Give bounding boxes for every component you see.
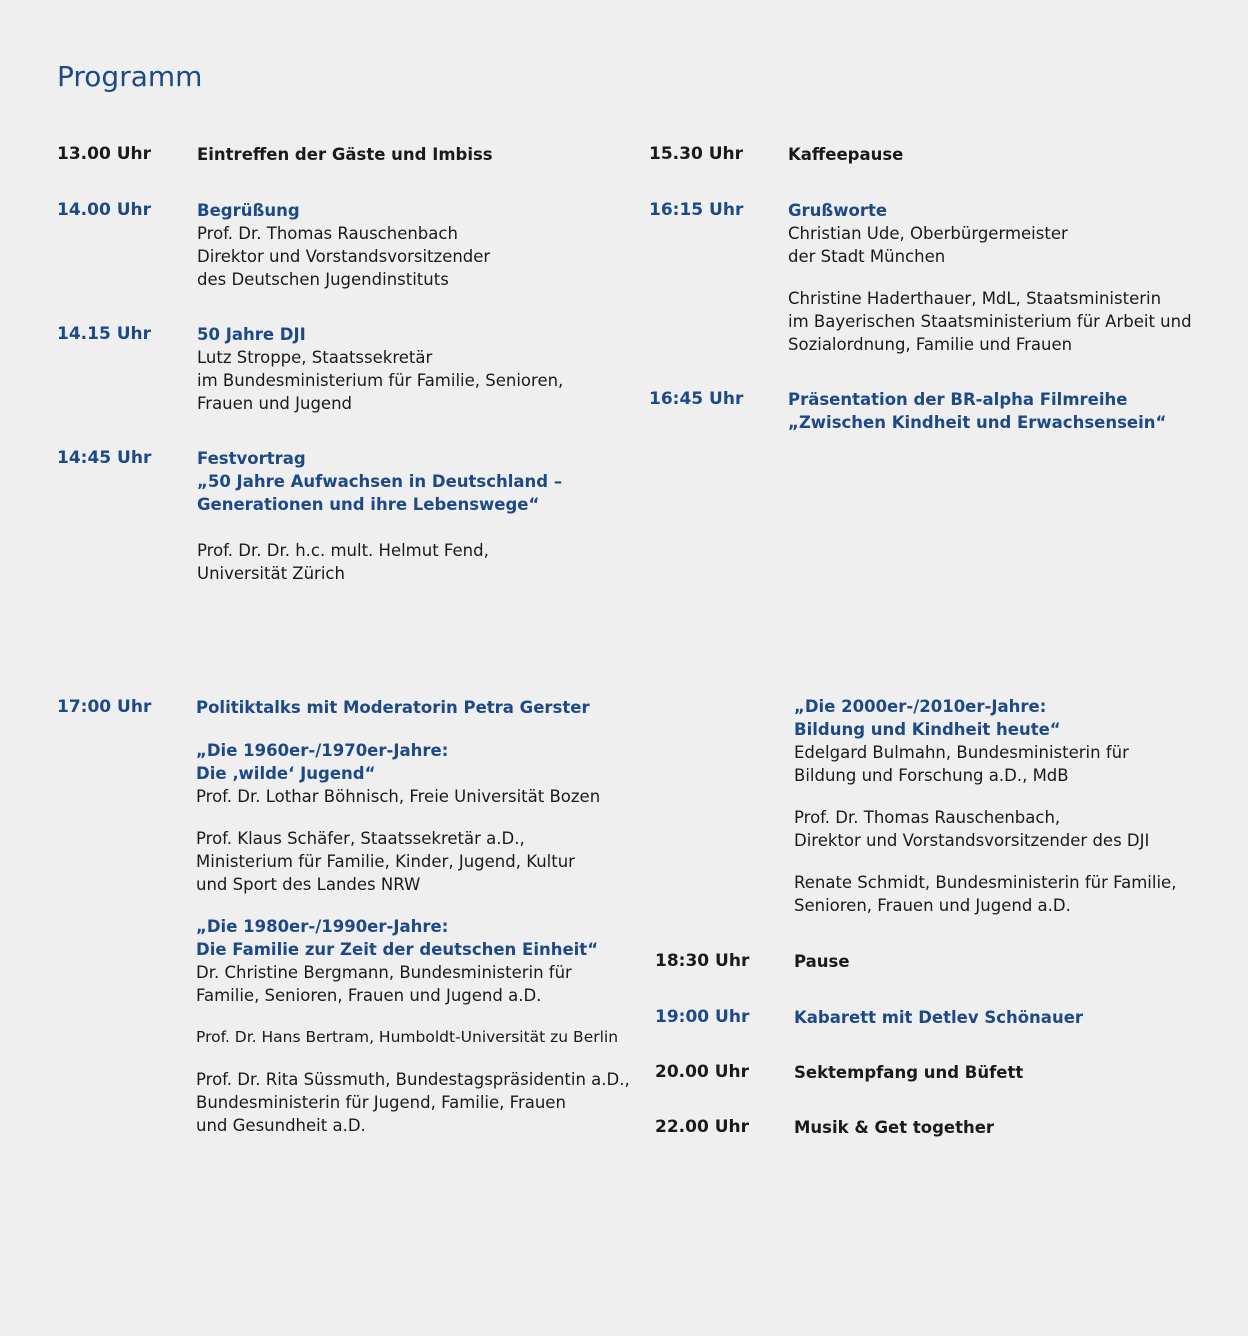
program-entry (649, 199, 1192, 356)
program-entry (57, 143, 493, 166)
entry-line: Christian Ude, Oberbürgermeister (788, 224, 1068, 243)
talk-guest: Familie, Senioren, Frauen und Jugend a.D. (196, 986, 542, 1005)
entry-time: 14:45 Uhr (57, 448, 152, 468)
entry-heading: „Zwischen Kindheit und Erwachsensein“ (788, 413, 1167, 432)
program-entry (57, 323, 563, 415)
entry-line: im Bayerischen Staatsministerium für Arbeit und (788, 312, 1192, 331)
entry-time: 19:00 Uhr (655, 1007, 750, 1027)
entry-heading: Begrüßung (197, 201, 300, 220)
entry-line: der Stadt München (788, 247, 946, 266)
entry-heading: Politiktalks mit Moderatorin Petra Gerster (196, 698, 590, 717)
program-entry (57, 447, 562, 585)
talk-guest: Edelgard Bulmahn, Bundesministerin für (794, 743, 1129, 762)
talk-guest: und Sport des Landes NRW (196, 875, 421, 894)
talk-guest: Senioren, Frauen und Jugend a.D. (794, 896, 1071, 915)
entry-line: Sozialordnung, Familie und Frauen (788, 335, 1073, 354)
entry-heading: „50 Jahre Aufwachsen in Deutschland – (197, 472, 563, 491)
entry-time: 22.00 Uhr (655, 1117, 749, 1137)
entry-time: 16:15 Uhr (649, 200, 744, 220)
entry-heading: Musik & Get together (794, 1118, 995, 1137)
talk-guest: Renate Schmidt, Bundesministerin für Familie, (794, 873, 1177, 892)
entry-time: 13.00 Uhr (57, 144, 151, 164)
politiktalks-right (794, 695, 1224, 917)
talk-guest: Bildung und Forschung a.D., MdB (794, 766, 1069, 785)
entry-time: 18:30 Uhr (655, 951, 750, 971)
program-entry (655, 950, 850, 973)
entry-heading: Präsentation der BR-alpha Filmreihe (788, 390, 1128, 409)
talk-guest: Dr. Christine Bergmann, Bundesministerin für (196, 963, 572, 982)
entry-heading: 50 Jahre DJI (197, 325, 306, 344)
politiktalks-section (57, 696, 630, 1137)
program-entry (649, 143, 903, 166)
entry-heading: Pause (794, 952, 850, 971)
entry-line: im Bundesministerium für Familie, Senioren, (197, 371, 564, 390)
entry-line: Universität Zürich (197, 564, 345, 583)
talk-heading: Bildung und Kindheit heute“ (794, 720, 1061, 739)
talk-heading: „Die 1980er-/1990er-Jahre: (196, 917, 449, 936)
talk-heading: „Die 2000er-/2010er-Jahre: (794, 697, 1047, 716)
talk-heading: Die Familie zur Zeit der deutschen Einheit“ (196, 940, 599, 959)
entry-line: Prof. Dr. Thomas Rauschenbach (197, 224, 458, 243)
program-entry (57, 199, 490, 291)
entry-time: 16:45 Uhr (649, 389, 744, 409)
talk-guest: Prof. Dr. Thomas Rauschenbach, (794, 808, 1061, 827)
entry-heading: Kaffeepause (788, 145, 904, 164)
talk-heading: „Die 1960er-/1970er-Jahre: (196, 741, 449, 760)
entry-heading: Sektempfang und Büfett (794, 1063, 1024, 1082)
entry-time: 14.00 Uhr (57, 200, 151, 220)
entry-line: Lutz Stroppe, Staatssekretär (197, 348, 433, 367)
entry-line: Frauen und Jugend (197, 394, 353, 413)
talk-guest: Prof. Dr. Hans Bertram, Humboldt-Universität zu Berlin (196, 1028, 619, 1046)
talk-heading: Die ‚wilde‘ Jugend“ (196, 764, 376, 783)
talk-guest: Bundesministerin für Jugend, Familie, Frauen (196, 1093, 566, 1112)
entry-line: des Deutschen Jugendinstituts (197, 270, 449, 289)
entry-heading: Festvortrag (197, 449, 306, 468)
page-title: Programm (57, 60, 203, 93)
talk-guest: Direktor und Vorstandsvorsitzender des DJI (794, 831, 1150, 850)
entry-heading: Grußworte (788, 201, 888, 220)
entry-heading: Generationen und ihre Lebenswege“ (197, 495, 540, 514)
entry-time: 14.15 Uhr (57, 324, 151, 344)
program-entry (655, 1006, 1083, 1029)
entry-line: Direktor und Vorstandsvorsitzender (197, 247, 491, 266)
talk-guest: und Gesundheit a.D. (196, 1116, 366, 1135)
talk-guest: Ministerium für Familie, Kinder, Jugend, Kultur (196, 852, 575, 871)
entry-time: 17:00 Uhr (57, 697, 152, 717)
entry-time: 20.00 Uhr (655, 1062, 749, 1082)
entry-time: 15.30 Uhr (649, 144, 743, 164)
program-entry (655, 1116, 994, 1139)
talk-guest: Prof. Dr. Rita Süssmuth, Bundestagspräsidentin a.D., (196, 1070, 630, 1089)
program-entry (649, 388, 1166, 434)
entry-heading: Kabarett mit Detlev Schönauer (794, 1008, 1084, 1027)
talk-guest: Prof. Dr. Lothar Böhnisch, Freie Universität Bozen (196, 787, 601, 806)
entry-line: Christine Haderthauer, MdL, Staatsministerin (788, 289, 1162, 308)
talk-guest: Prof. Klaus Schäfer, Staatssekretär a.D., (196, 829, 525, 848)
entry-line: Prof. Dr. Dr. h.c. mult. Helmut Fend, (197, 541, 489, 560)
entry-heading: Eintreffen der Gäste und Imbiss (197, 145, 493, 164)
program-entry (655, 1061, 1023, 1084)
